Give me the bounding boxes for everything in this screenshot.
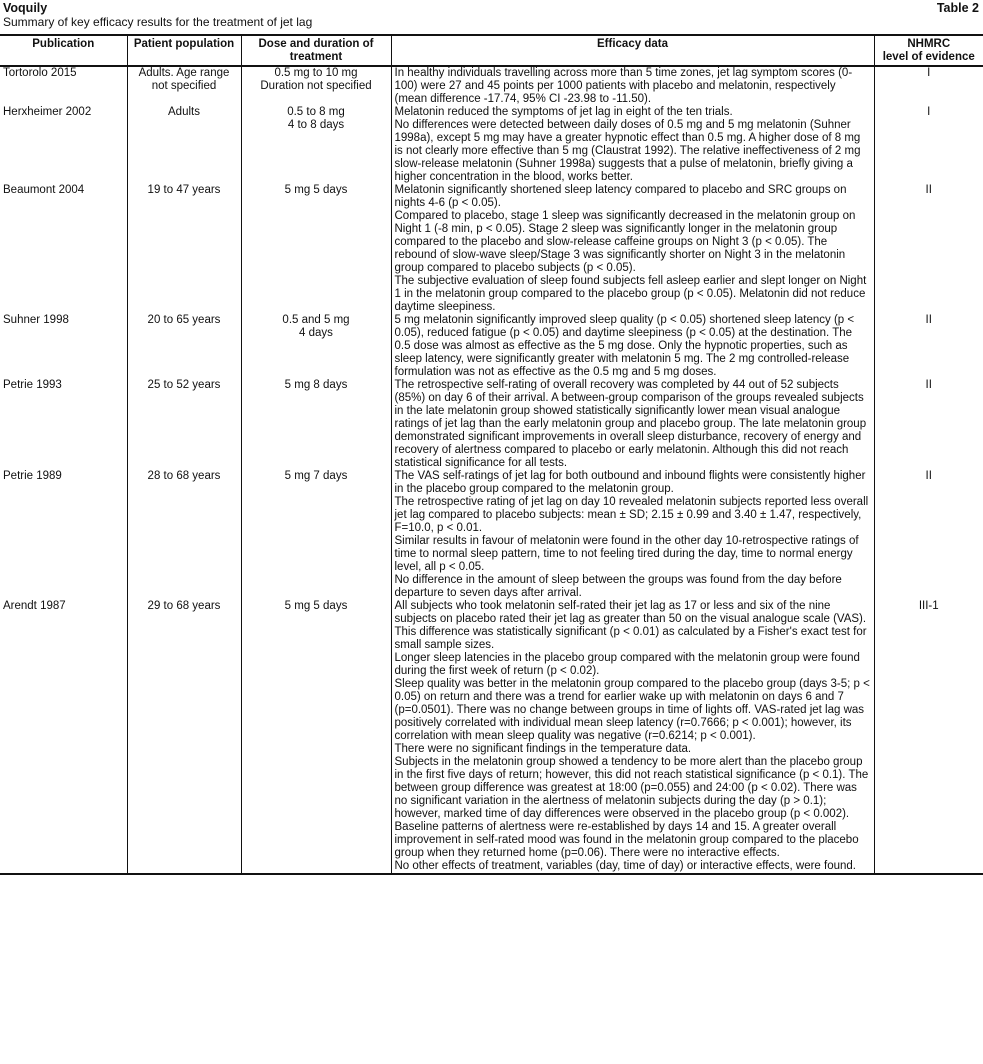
- population-line: 29 to 68 years: [147, 600, 221, 612]
- population-line: 19 to 47 years: [147, 184, 221, 196]
- col-header-efficacy: Efficacy data: [391, 35, 874, 66]
- brand-name: Voquily: [3, 1, 48, 15]
- publication-cell: Petrie 1993: [0, 379, 127, 470]
- dose-line: 5 mg 8 days: [284, 379, 348, 391]
- table-body: [0, 66, 983, 874]
- dose-cell: [241, 184, 391, 314]
- table-number: Table 2: [936, 1, 979, 15]
- document-header: [0, 0, 983, 34]
- efficacy-cell: [391, 66, 874, 106]
- dose-line: 0.5 to 8 mg: [287, 106, 345, 118]
- evidence-level-cell: II: [874, 184, 983, 314]
- dose-line: 4 days: [299, 327, 333, 339]
- publication-cell: Petrie 1989: [0, 470, 127, 600]
- table-row: [0, 600, 983, 874]
- population-cell: [127, 106, 241, 184]
- table-header-row: [0, 35, 983, 66]
- dose-cell: [241, 66, 391, 106]
- efficacy-paragraph: Similar results in favour of melatonin were found in the other day 10-retrospective ratings of time to normal sleep pattern, time to not feeling tired during the day, time to normal energy level, all p < 0.05.: [394, 535, 859, 573]
- col-header-level-line2: level of evidence: [882, 50, 975, 63]
- evidence-level-cell: II: [874, 470, 983, 600]
- col-header-population: Patient population: [127, 35, 241, 66]
- evidence-level-cell: II: [874, 379, 983, 470]
- efficacy-cell: [391, 184, 874, 314]
- dose-cell: [241, 470, 391, 600]
- efficacy-paragraph: 5 mg melatonin significantly improved sleep quality (p < 0.05) shortened sleep latency (p < 0.05), reduced fatigue (p < 0.05) and daytime sleepiness (p < 0.05) at the destination. The 0.5 dose was almost as effective as the 5 mg dose. Only the hypnotic properties, such as sleep latency, were significantly greater with melatonin 5 mg. The 2 mg controlled-release formulation was not as effective as the 0.5 mg and 5 mg doses.: [394, 314, 855, 378]
- evidence-level-cell: I: [874, 106, 983, 184]
- efficacy-paragraph: Sleep quality was better in the melatonin group compared to the placebo group (days 3-5; p < 0.05) on return and there was a trend for earlier wake up with melatonin on days 6 and 7 (p=0.0501). There was no change between groups in time of lights off. VAS-rated jet lag was positively correlated with individual mean sleep latency (r=0.7666; p < 0.001); however, its correlation with mean sleep quality was negative (r=0.6214; p < 0.001).: [394, 678, 870, 742]
- efficacy-paragraph: No difference in the amount of sleep between the groups was found from the day before departure to seven days after arrival.: [394, 574, 842, 599]
- population-cell: [127, 470, 241, 600]
- efficacy-paragraph: Melatonin reduced the symptoms of jet lag in eight of the ten trials.: [394, 106, 733, 118]
- dose-cell: [241, 600, 391, 874]
- population-cell: [127, 600, 241, 874]
- efficacy-paragraph: No other effects of treatment, variables (day, time of day) or interactive effects, were found.: [394, 860, 856, 872]
- evidence-level-cell: II: [874, 314, 983, 379]
- efficacy-paragraph: The subjective evaluation of sleep found subjects fell asleep earlier and slept longer on Night 1 in the melatonin group compared to the placebo group (p < 0.05). Melatonin did not reduce daytime sleepiness.: [394, 275, 867, 313]
- table-caption: Summary of key efficacy results for the treatment of jet lag: [3, 15, 313, 29]
- efficacy-cell: [391, 470, 874, 600]
- table-row: [0, 184, 983, 314]
- efficacy-cell: [391, 379, 874, 470]
- population-cell: [127, 314, 241, 379]
- population-line: 28 to 68 years: [147, 470, 221, 482]
- col-header-dose: Dose and duration of treatment: [241, 35, 391, 66]
- dose-cell: [241, 314, 391, 379]
- dose-line: 5 mg 7 days: [284, 470, 348, 482]
- table-row: [0, 106, 983, 184]
- efficacy-paragraph: The retrospective rating of jet lag on day 10 revealed melatonin subjects reported less overall jet lag compared to placebo subjects: mean ± SD; 2.15 ± 0.99 and 3.40 ± 1.47, respectively, F=10.0, p < 0.01.: [394, 496, 869, 534]
- efficacy-paragraph: Subjects in the melatonin group showed a tendency to be more alert than the placebo group in the first five days of return; however, this did not reach statistical significance (p < 0.1). The between group difference was greatest at 18:00 (p=0.055) and 24:00 (p < 0.02). There was no significant variation in the alertness of melatonin subjects during the day (p > 0.1); however, marked time of day differences were observed in the placebo group (p < 0.002). Baseline patterns of alertness were re-established by days 14 and 15. A greater overall improvement in self-rated mood was found in the melatonin group compared to the placebo group when they returned home (p=0.06). There were no interactive effects.: [394, 756, 869, 859]
- publication-cell: Suhner 1998: [0, 314, 127, 379]
- population-cell: [127, 184, 241, 314]
- efficacy-cell: [391, 314, 874, 379]
- dose-line: 4 to 8 days: [287, 119, 345, 131]
- col-header-level-line1: NHMRC: [907, 38, 951, 50]
- population-line: 20 to 65 years: [147, 314, 221, 326]
- efficacy-paragraph: In healthy individuals travelling across more than 5 time zones, jet lag symptom scores (0-100) were 27 and 45 points per 1000 patients with placebo and melatonin, respectively (mean difference -17.74, 95% CI -23.98 to -11.50).: [394, 67, 853, 105]
- col-header-publication: Publication: [0, 35, 127, 66]
- publication-cell: Beaumont 2004: [0, 184, 127, 314]
- efficacy-cell: [391, 106, 874, 184]
- efficacy-paragraph: Compared to placebo, stage 1 sleep was significantly decreased in the melatonin group on Night 1 (-8 min, p < 0.05). Stage 2 sleep was significantly longer in the melatonin group compared to the placebo and slow-release caffeine groups on Night 3 (p < 0.05). The rebound of slow-wave sleep/Stage 3 was significantly shorter on Night 3 in the melatonin group compared to placebo subjects (p < 0.05).: [394, 210, 856, 274]
- population-line: Adults: [168, 106, 200, 118]
- efficacy-paragraph: The VAS self-ratings of jet lag for both outbound and inbound flights were consistently higher in the placebo group compared to the melatonin group.: [394, 470, 866, 495]
- efficacy-paragraph: All subjects who took melatonin self-rated their jet lag as 17 or less and six of the nine subjects on placebo rated their jet lag as greater than 50 on the visual analogue scale (VAS). This difference was statistically significant (p < 0.01) as calculated by a Fisher's exact test for small sample sizes.: [394, 600, 867, 651]
- publication-cell: Tortorolo 2015: [0, 66, 127, 106]
- dose-line: Duration not specified: [260, 80, 372, 92]
- publication-cell: Herxheimer 2002: [0, 106, 127, 184]
- dose-line: 0.5 mg to 10 mg: [274, 67, 358, 79]
- dose-line: 5 mg 5 days: [284, 184, 348, 196]
- dose-line: 0.5 and 5 mg: [282, 314, 350, 326]
- table-row: [0, 314, 983, 379]
- table-row: [0, 66, 983, 106]
- dose-line: 5 mg 5 days: [284, 600, 348, 612]
- efficacy-cell: [391, 600, 874, 874]
- evidence-level-cell: III-1: [874, 600, 983, 874]
- efficacy-table: [0, 34, 983, 875]
- population-line: 25 to 52 years: [147, 379, 221, 391]
- population-cell: [127, 379, 241, 470]
- efficacy-paragraph: The retrospective self-rating of overall recovery was completed by 44 out of 52 subjects (85%) on day 6 of their arrival. A between-group comparison of the groups revealed subjects in the late melatonin group showed statistically significantly lower mean visual analogue ratings of jet lag than the early melatonin group and placebo group. The late melatonin group demonstrated significant improvements in overall sleep disturbance, recovery of energy and recovery of alertness compared to placebo or early melatonin. Although this did not reach statistical significance for all tests.: [394, 379, 867, 469]
- dose-cell: [241, 379, 391, 470]
- population-line: Adults. Age range: [138, 67, 230, 79]
- evidence-level-cell: I: [874, 66, 983, 106]
- col-header-level: [874, 35, 983, 66]
- table-row: [0, 379, 983, 470]
- efficacy-paragraph: Melatonin significantly shortened sleep latency compared to placebo and SRC groups on nights 4-6 (p < 0.05).: [394, 184, 847, 209]
- dose-cell: [241, 106, 391, 184]
- table-row: [0, 470, 983, 600]
- publication-cell: Arendt 1987: [0, 600, 127, 874]
- population-line: not specified: [151, 80, 217, 92]
- efficacy-paragraph: No differences were detected between daily doses of 0.5 mg and 5 mg melatonin (Suhner 1998a), except 5 mg may have a greater hypnotic effect than 0.5 mg. A higher dose of 8 mg is not clearly more effective than 5 mg (Claustrat 1992). The relative ineffectiveness of 2 mg slow-release melatonin (Suhner 1998a) suggests that a pulse of melatonin, briefly giving a higher concentration in the blood, works better.: [394, 119, 861, 183]
- population-cell: [127, 66, 241, 106]
- efficacy-paragraph: Longer sleep latencies in the placebo group compared with the melatonin group were found during the first week of return (p < 0.02).: [394, 652, 860, 677]
- efficacy-paragraph: There were no significant findings in the temperature data.: [394, 743, 692, 755]
